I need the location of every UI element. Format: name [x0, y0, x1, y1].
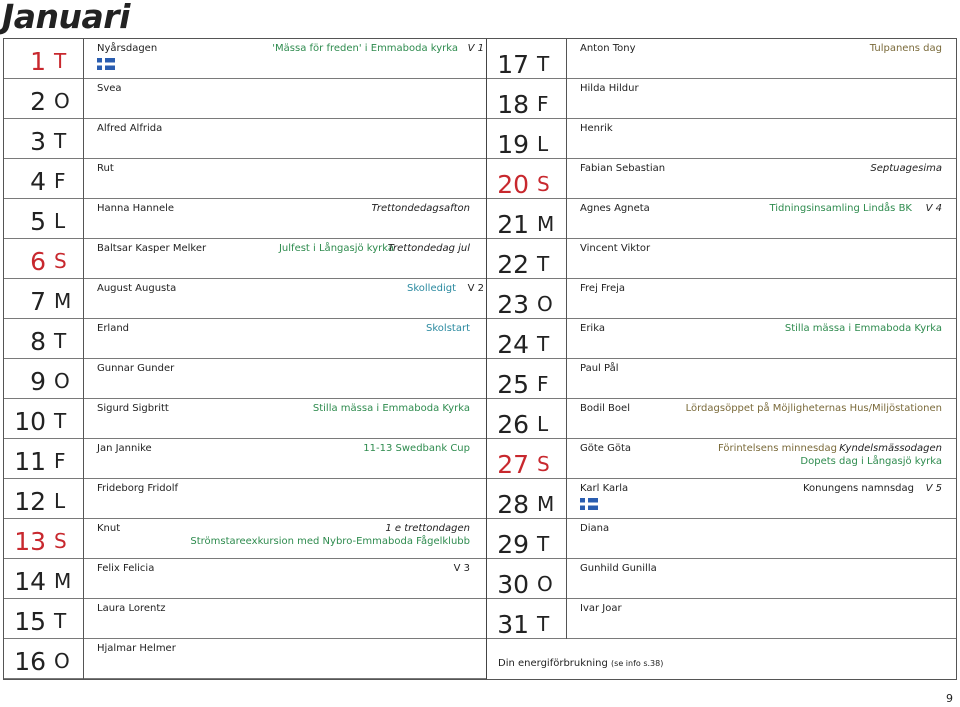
- day-cell: [4, 119, 84, 159]
- name-day: Gunnar Gunder: [97, 363, 175, 374]
- day-info: [84, 479, 486, 519]
- day-row-2: [4, 79, 486, 119]
- day-number: 16: [14, 647, 46, 676]
- name-day: Frej Freja: [580, 283, 625, 294]
- event-label: Stilla mässa i Emmaboda Kyrka: [784, 323, 942, 334]
- weekday-letter: F: [54, 449, 66, 473]
- day-info: [84, 599, 486, 639]
- day-row-14: [4, 559, 486, 599]
- event-label: Dopets dag i Långasjö kyrka: [800, 456, 942, 467]
- day-row-12: [4, 479, 486, 519]
- name-day: Baltsar Kasper Melker: [97, 243, 207, 254]
- day-number: 14: [14, 567, 46, 596]
- day-info: [567, 439, 956, 479]
- day-number: 30: [497, 570, 529, 599]
- day-row-6: [4, 239, 486, 279]
- day-cell: [487, 239, 567, 279]
- weekday-letter: S: [537, 172, 550, 196]
- weekday-letter: O: [54, 369, 70, 393]
- day-info: [84, 39, 486, 79]
- day-row-18: [487, 79, 956, 119]
- weekday-letter: O: [537, 572, 553, 596]
- calendar-grid: [3, 38, 957, 680]
- day-cell: [4, 519, 84, 559]
- event-label: Kyndelsmässodagen: [839, 443, 942, 454]
- day-cell: [4, 319, 84, 359]
- name-day: Fabian Sebastian: [580, 163, 666, 174]
- weekday-letter: T: [54, 609, 67, 633]
- day-row-24: [487, 319, 956, 359]
- day-info: [567, 199, 956, 239]
- swedish-flag-icon: [97, 58, 115, 70]
- day-info: [567, 159, 956, 199]
- day-info: [84, 559, 486, 599]
- day-info: [84, 399, 486, 439]
- day-number: 23: [497, 290, 529, 319]
- event-label: Tidningsinsamling Lindås BK: [769, 203, 912, 214]
- day-cell: [4, 239, 84, 279]
- energy-note: [498, 658, 663, 669]
- name-day: Frideborg Fridolf: [97, 483, 179, 494]
- day-number: 27: [497, 450, 529, 479]
- name-day: Bodil Boel: [580, 403, 630, 414]
- day-cell: [487, 119, 567, 159]
- day-info: [84, 439, 486, 479]
- day-cell: [487, 319, 567, 359]
- day-info: [567, 239, 956, 279]
- day-cell: [487, 559, 567, 599]
- event-label: V 1: [467, 43, 484, 54]
- day-number: 19: [497, 130, 529, 159]
- day-cell: [4, 359, 84, 399]
- day-row-30: [487, 559, 956, 599]
- name-day: Jan Jannike: [97, 443, 152, 454]
- event-label: Trettondedagsafton: [371, 203, 470, 214]
- day-info: [567, 559, 956, 599]
- day-row-5: [4, 199, 486, 239]
- weekday-letter: M: [54, 289, 72, 313]
- weekday-letter: S: [537, 452, 550, 476]
- name-day: Hanna Hannele: [97, 203, 175, 214]
- day-cell: [4, 79, 84, 119]
- day-row-20: [487, 159, 956, 199]
- weekday-letter: S: [54, 529, 67, 553]
- name-day: Hilda Hildur: [580, 83, 639, 94]
- event-label: Skolstart: [426, 323, 470, 334]
- name-day: Karl Karla: [580, 483, 629, 494]
- event-label: Julfest i Långasjö kyrka: [278, 243, 394, 254]
- name-day: Rut: [97, 163, 114, 174]
- day-row-11: [4, 439, 486, 479]
- weekday-letter: F: [537, 92, 549, 116]
- day-number: 3: [30, 127, 46, 156]
- name-day: Erika: [580, 323, 605, 334]
- day-number: 24: [497, 330, 529, 359]
- day-info: [567, 79, 956, 119]
- day-number: 9: [30, 367, 46, 396]
- page-number: 9: [946, 692, 953, 705]
- weekday-letter: O: [54, 649, 70, 673]
- day-number: 20: [497, 170, 529, 199]
- event-label: V 5: [925, 483, 942, 494]
- weekday-letter: O: [54, 89, 70, 113]
- energy-reference: (se info s.38): [611, 659, 664, 668]
- day-number: 18: [497, 90, 529, 119]
- weekday-letter: T: [54, 409, 67, 433]
- day-number: 11: [14, 447, 46, 476]
- day-number: 25: [497, 370, 529, 399]
- day-row-25: [487, 359, 956, 399]
- day-info: [84, 639, 486, 679]
- event-label: Stilla mässa i Emmaboda Kyrka: [312, 403, 470, 414]
- name-day: Vincent Viktor: [580, 243, 651, 254]
- day-row-4: [4, 159, 486, 199]
- day-info: [84, 359, 486, 399]
- day-info: [567, 519, 956, 559]
- day-row-9: [4, 359, 486, 399]
- name-day: Paul Pål: [580, 363, 619, 374]
- weekday-letter: L: [54, 209, 66, 233]
- day-row-1: [4, 39, 486, 79]
- weekday-letter: T: [54, 329, 67, 353]
- weekday-letter: S: [54, 249, 67, 273]
- day-number: 29: [497, 530, 529, 559]
- day-info: [567, 39, 956, 79]
- weekday-letter: T: [54, 129, 67, 153]
- name-day: Agnes Agneta: [580, 203, 650, 214]
- weekday-letter: T: [537, 532, 550, 556]
- day-row-19: [487, 119, 956, 159]
- swedish-flag-icon: [580, 498, 598, 510]
- day-row-16: [4, 639, 486, 679]
- event-label: 'Mässa för freden' i Emmaboda kyrka: [272, 43, 458, 54]
- day-cell: [487, 199, 567, 239]
- name-day: Henrik: [580, 123, 613, 134]
- name-day: Göte Göta: [580, 443, 632, 454]
- weekday-letter: L: [537, 132, 549, 156]
- day-number: 4: [30, 167, 46, 196]
- day-number: 8: [30, 327, 46, 356]
- day-number: 28: [497, 490, 529, 519]
- day-number: 13: [14, 527, 46, 556]
- day-number: 26: [497, 410, 529, 439]
- weekday-letter: T: [54, 49, 67, 73]
- day-cell: [487, 519, 567, 559]
- day-number: 2: [30, 87, 46, 116]
- day-cell: [487, 39, 567, 79]
- name-day: Diana: [580, 523, 610, 534]
- day-cell: [487, 279, 567, 319]
- day-row-27: [487, 439, 956, 479]
- day-row-22: [487, 239, 956, 279]
- day-row-29: [487, 519, 956, 559]
- event-label: Strömstareexkursion med Nybro-Emmaboda Fågelklubb: [190, 536, 470, 547]
- day-row-21: [487, 199, 956, 239]
- name-day: Sigurd Sigbritt: [97, 403, 169, 414]
- day-cell: [487, 79, 567, 119]
- weekday-letter: T: [537, 252, 550, 276]
- day-info: [567, 479, 956, 519]
- day-cell: [4, 479, 84, 519]
- name-day: August Augusta: [97, 283, 177, 294]
- day-cell: [4, 279, 84, 319]
- day-cell: [4, 639, 84, 679]
- day-number: 21: [497, 210, 529, 239]
- event-label: Förintelsens minnesdag: [717, 443, 837, 454]
- event-label: Konungens namnsdag: [803, 483, 914, 494]
- day-cell: [4, 159, 84, 199]
- weekday-letter: F: [54, 169, 66, 193]
- day-cell: [4, 399, 84, 439]
- day-row-26: [487, 399, 956, 439]
- name-day: Hjalmar Helmer: [97, 643, 176, 654]
- day-cell: [487, 159, 567, 199]
- day-info: [84, 519, 486, 559]
- day-info: [567, 279, 956, 319]
- month-title: Januari: [2, 0, 130, 36]
- day-info: [567, 599, 956, 639]
- day-cell: [487, 479, 567, 519]
- day-number: 22: [497, 250, 529, 279]
- weekday-letter: F: [537, 372, 549, 396]
- name-day: Felix Felicia: [97, 563, 155, 574]
- day-info: [84, 279, 486, 319]
- event-label: Trettondedag jul: [387, 243, 470, 254]
- event-label: 1 e trettondagen: [385, 523, 470, 534]
- day-info: [567, 319, 956, 359]
- day-info: [84, 199, 486, 239]
- event-label: V 4: [925, 203, 942, 214]
- day-row-3: [4, 119, 486, 159]
- name-day: Erland: [97, 323, 130, 334]
- day-cell: [487, 399, 567, 439]
- day-info: [84, 79, 486, 119]
- day-number: 15: [14, 607, 46, 636]
- name-day: Svea: [97, 83, 122, 94]
- name-day: Alfred Alfrida: [97, 123, 163, 134]
- day-number: 17: [497, 50, 529, 79]
- day-cell: [4, 199, 84, 239]
- day-row-8: [4, 319, 486, 359]
- name-day: Knut: [97, 523, 121, 534]
- weekday-letter: M: [54, 569, 72, 593]
- name-day: Anton Tony: [580, 43, 636, 54]
- day-cell: [4, 559, 84, 599]
- day-number: 31: [497, 610, 529, 639]
- name-day: Gunhild Gunilla: [580, 563, 657, 574]
- day-info: [84, 239, 486, 279]
- day-number: 12: [14, 487, 46, 516]
- day-row-31: [487, 599, 956, 639]
- event-label: Skolledigt: [406, 283, 456, 294]
- day-row-10: [4, 399, 486, 439]
- weekday-letter: O: [537, 292, 553, 316]
- day-number: 6: [30, 247, 46, 276]
- day-info: [567, 399, 956, 439]
- weekday-letter: T: [537, 332, 550, 356]
- day-row-7: [4, 279, 486, 319]
- weekday-letter: L: [54, 489, 66, 513]
- event-label: 11-13 Swedbank Cup: [363, 443, 470, 454]
- day-number: 1: [30, 47, 46, 76]
- day-cell: [4, 439, 84, 479]
- day-row-15: [4, 599, 486, 639]
- day-number: 5: [30, 207, 46, 236]
- weekday-letter: T: [537, 612, 550, 636]
- day-row-28: [487, 479, 956, 519]
- weekday-letter: T: [537, 52, 550, 76]
- name-day: Ivar Joar: [580, 603, 622, 614]
- day-cell: [487, 359, 567, 399]
- day-info: [84, 159, 486, 199]
- day-info: [84, 119, 486, 159]
- day-row-17: [487, 39, 956, 79]
- event-label: Tulpanens dag: [869, 43, 942, 54]
- day-info: [84, 319, 486, 359]
- day-cell: [487, 439, 567, 479]
- weekday-letter: M: [537, 492, 555, 516]
- event-label: Septuagesima: [870, 163, 942, 174]
- energy-label: Din energiförbrukning: [498, 658, 608, 669]
- event-label: V 2: [467, 283, 484, 294]
- day-cell: [4, 39, 84, 79]
- name-day: Nyårsdagen: [97, 43, 158, 54]
- weekday-letter: L: [537, 412, 549, 436]
- day-info: [567, 119, 956, 159]
- weekday-letter: M: [537, 212, 555, 236]
- event-label: V 3: [453, 563, 470, 574]
- event-label: Lördagsöppet på Möjligheternas Hus/Miljöstationen: [685, 403, 942, 414]
- day-cell: [487, 599, 567, 639]
- day-number: 7: [30, 287, 46, 316]
- day-cell: [4, 599, 84, 639]
- day-row-13: [4, 519, 486, 559]
- day-row-23: [487, 279, 956, 319]
- name-day: Laura Lorentz: [97, 603, 166, 614]
- day-number: 10: [14, 407, 46, 436]
- day-info: [567, 359, 956, 399]
